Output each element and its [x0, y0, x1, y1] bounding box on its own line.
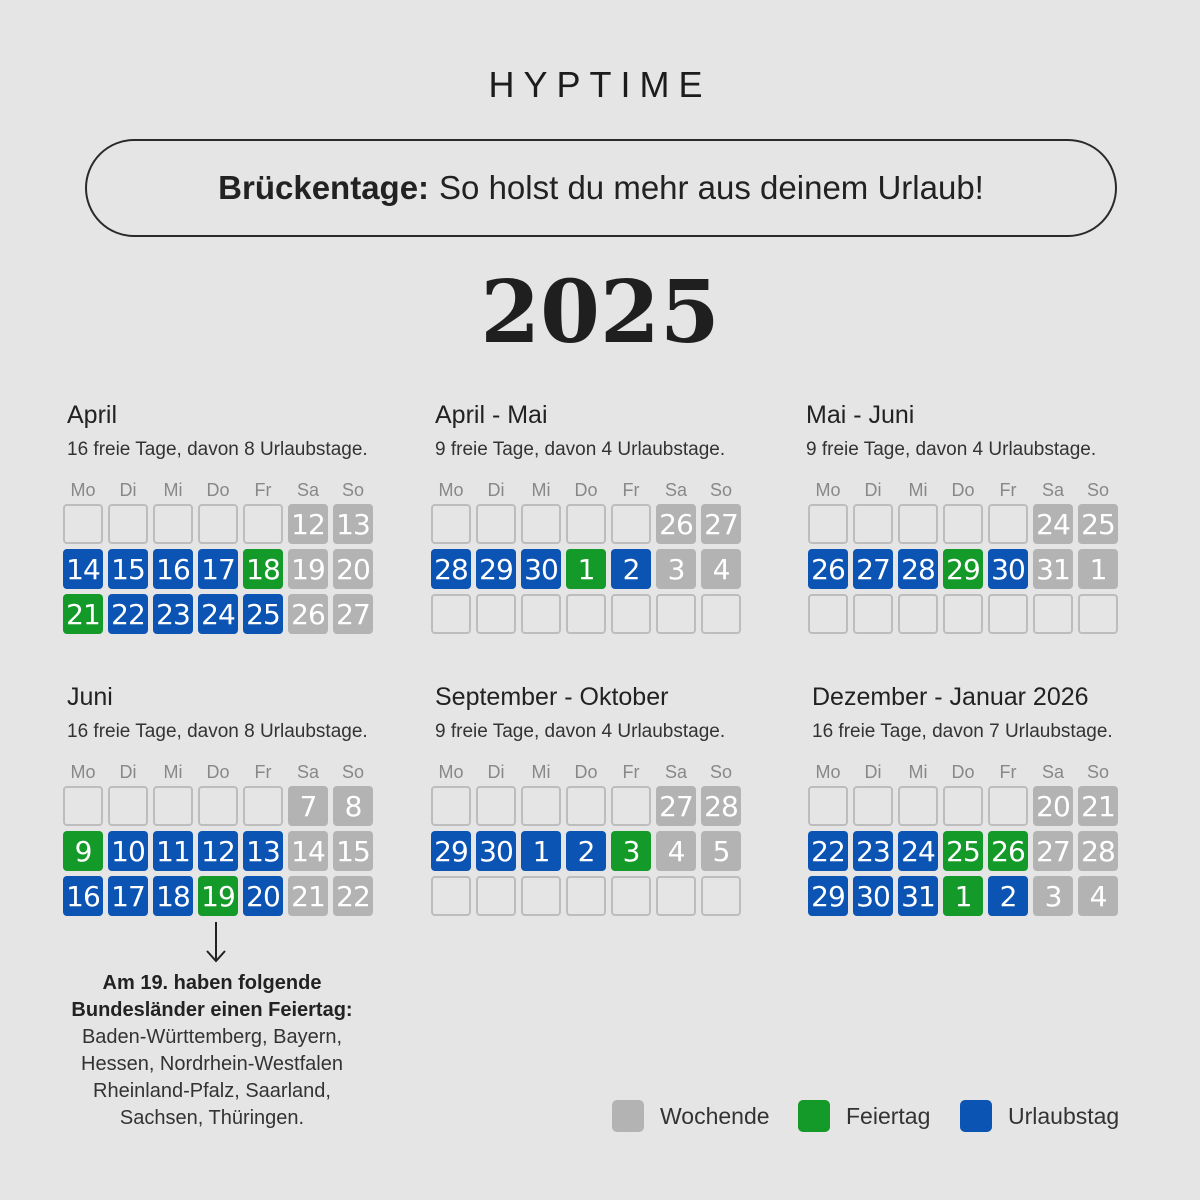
- vacation-day-cell: 18: [153, 876, 193, 916]
- weekday-label: Mi: [908, 762, 928, 782]
- empty-day-cell: [566, 786, 606, 826]
- vacation-day-cell: 28: [898, 549, 938, 589]
- legend-label-holiday: Feiertag: [846, 1102, 931, 1129]
- weekday-label: Fr: [999, 762, 1017, 782]
- holiday-day-cell: 21: [63, 594, 103, 634]
- weekday-label: Sa: [664, 762, 688, 782]
- vacation-day-cell: 29: [431, 831, 471, 871]
- weekend-day-cell: 27: [701, 504, 741, 544]
- empty-day-cell: [566, 876, 606, 916]
- block-subtitle: 9 freie Tage, davon 4 Urlaubstage.: [435, 439, 726, 460]
- block-title: April: [67, 401, 118, 429]
- block-title: Mai - Juni: [806, 401, 915, 429]
- weekday-label: Di: [119, 762, 137, 782]
- headline-bold: Brückentage:: [218, 169, 430, 206]
- weekday-label: Mi: [531, 480, 551, 500]
- empty-day-cell: [808, 786, 848, 826]
- weekend-day-cell: 27: [1033, 831, 1073, 871]
- weekday-header: [63, 762, 383, 784]
- empty-day-cell: [853, 504, 893, 544]
- note-line: Hessen, Nordrhein-Westfalen: [81, 1053, 343, 1075]
- empty-day-cell: [898, 504, 938, 544]
- weekday-label: Do: [951, 480, 975, 500]
- note-bold-line: Am 19. haben folgende: [102, 972, 322, 994]
- holiday-day-cell: 9: [63, 831, 103, 871]
- empty-day-cell: [566, 504, 606, 544]
- weekend-day-cell: 26: [288, 594, 328, 634]
- empty-day-cell: [611, 594, 651, 634]
- vacation-day-cell: 11: [153, 831, 193, 871]
- headline-text: So holst du mehr aus deinem Urlaub!: [439, 169, 984, 206]
- day-grid: [63, 786, 383, 926]
- weekday-label: Mo: [438, 762, 464, 782]
- vacation-day-cell: 23: [153, 594, 193, 634]
- weekend-day-cell: 1: [1078, 549, 1118, 589]
- vacation-day-cell: 15: [108, 549, 148, 589]
- holiday-day-cell: 26: [988, 831, 1028, 871]
- vacation-day-cell: 16: [63, 876, 103, 916]
- weekend-day-cell: 14: [288, 831, 328, 871]
- block-subtitle: 16 freie Tage, davon 8 Urlaubstage.: [67, 721, 368, 742]
- empty-day-cell: [1033, 594, 1073, 634]
- empty-day-cell: [198, 786, 238, 826]
- empty-day-cell: [1078, 594, 1118, 634]
- weekday-label: So: [709, 480, 733, 500]
- weekend-day-cell: 8: [333, 786, 373, 826]
- vacation-day-cell: 30: [476, 831, 516, 871]
- weekend-day-cell: 15: [333, 831, 373, 871]
- empty-day-cell: [988, 504, 1028, 544]
- vacation-day-cell: 17: [198, 549, 238, 589]
- brand-logo: HYPTIME: [488, 64, 712, 105]
- holiday-day-cell: 1: [943, 876, 983, 916]
- empty-day-cell: [476, 786, 516, 826]
- empty-day-cell: [108, 786, 148, 826]
- block-subtitle: 9 freie Tage, davon 4 Urlaubstage.: [806, 439, 1097, 460]
- day-grid: [431, 504, 751, 644]
- headline-banner: [85, 139, 1117, 237]
- empty-day-cell: [808, 504, 848, 544]
- calendar-block: [808, 400, 1128, 644]
- vacation-day-cell: 14: [63, 549, 103, 589]
- vacation-day-cell: 1: [521, 831, 561, 871]
- calendar-block: [808, 682, 1128, 926]
- year-heading: 2025: [480, 262, 720, 363]
- weekday-label: Sa: [296, 762, 320, 782]
- empty-day-cell: [701, 876, 741, 916]
- weekend-day-cell: 5: [701, 831, 741, 871]
- empty-day-cell: [476, 504, 516, 544]
- weekday-label: Sa: [1041, 762, 1065, 782]
- weekday-label: So: [1086, 480, 1110, 500]
- empty-day-cell: [63, 504, 103, 544]
- empty-day-cell: [808, 594, 848, 634]
- vacation-day-cell: 30: [521, 549, 561, 589]
- vacation-day-cell: 13: [243, 831, 283, 871]
- weekday-header: [808, 480, 1128, 502]
- weekday-header: [431, 480, 751, 502]
- vacation-day-cell: 20: [243, 876, 283, 916]
- day-grid: [63, 504, 383, 644]
- holiday-day-cell: 19: [198, 876, 238, 916]
- vacation-day-cell: 17: [108, 876, 148, 916]
- weekday-label: Fr: [622, 480, 640, 500]
- empty-day-cell: [476, 594, 516, 634]
- weekday-label: Mi: [163, 762, 183, 782]
- empty-day-cell: [431, 786, 471, 826]
- weekend-day-cell: 28: [1078, 831, 1118, 871]
- empty-day-cell: [898, 594, 938, 634]
- empty-day-cell: [701, 594, 741, 634]
- empty-day-cell: [853, 594, 893, 634]
- weekday-label: Fr: [254, 480, 272, 500]
- empty-day-cell: [153, 504, 193, 544]
- weekday-label: Di: [864, 762, 882, 782]
- vacation-day-cell: 28: [431, 549, 471, 589]
- block-subtitle: 16 freie Tage, davon 8 Urlaubstage.: [67, 439, 368, 460]
- weekday-header: [63, 480, 383, 502]
- weekend-day-cell: 13: [333, 504, 373, 544]
- vacation-day-cell: 29: [808, 876, 848, 916]
- weekend-day-cell: 19: [288, 549, 328, 589]
- empty-day-cell: [153, 786, 193, 826]
- calendar-block: [63, 682, 383, 926]
- day-grid: [808, 786, 1128, 926]
- weekday-label: So: [709, 762, 733, 782]
- legend-item-weekend: [612, 1100, 770, 1132]
- calendar-block: [63, 400, 383, 644]
- empty-day-cell: [476, 876, 516, 916]
- note-line: Sachsen, Thüringen.: [119, 1107, 305, 1129]
- weekend-day-cell: 4: [1078, 876, 1118, 916]
- weekday-label: Fr: [999, 480, 1017, 500]
- empty-day-cell: [431, 876, 471, 916]
- empty-day-cell: [63, 786, 103, 826]
- weekday-label: Mo: [815, 762, 841, 782]
- empty-day-cell: [898, 786, 938, 826]
- vacation-day-cell: 16: [153, 549, 193, 589]
- vacation-day-cell: 27: [853, 549, 893, 589]
- weekend-day-cell: 20: [1033, 786, 1073, 826]
- weekday-label: Mi: [531, 762, 551, 782]
- day-grid: [808, 504, 1128, 644]
- empty-day-cell: [198, 504, 238, 544]
- empty-day-cell: [431, 594, 471, 634]
- vacation-day-cell: 22: [808, 831, 848, 871]
- block-subtitle: 16 freie Tage, davon 7 Urlaubstage.: [812, 721, 1113, 742]
- weekday-label: Mi: [908, 480, 928, 500]
- legend: [0, 1100, 1200, 1134]
- empty-day-cell: [521, 594, 561, 634]
- empty-day-cell: [243, 504, 283, 544]
- legend-swatch-vacation: [960, 1100, 992, 1132]
- vacation-day-cell: 22: [108, 594, 148, 634]
- empty-day-cell: [988, 594, 1028, 634]
- weekday-label: Sa: [664, 480, 688, 500]
- empty-day-cell: [943, 504, 983, 544]
- weekend-day-cell: 31: [1033, 549, 1073, 589]
- vacation-day-cell: 24: [898, 831, 938, 871]
- vacation-day-cell: 26: [808, 549, 848, 589]
- note-bold-line: Bundesländer einen Feiertag:: [71, 999, 353, 1021]
- empty-day-cell: [611, 786, 651, 826]
- empty-day-cell: [566, 594, 606, 634]
- weekend-day-cell: 27: [656, 786, 696, 826]
- holiday-day-cell: 3: [611, 831, 651, 871]
- weekday-label: Di: [864, 480, 882, 500]
- vacation-day-cell: 30: [988, 549, 1028, 589]
- weekend-day-cell: 28: [701, 786, 741, 826]
- block-title: April - Mai: [435, 401, 548, 429]
- legend-item-vacation: [960, 1100, 1119, 1132]
- weekday-label: Do: [951, 762, 975, 782]
- calendar-block: [431, 400, 751, 644]
- weekday-label: Sa: [1041, 480, 1065, 500]
- weekend-day-cell: 26: [656, 504, 696, 544]
- weekday-label: So: [341, 762, 365, 782]
- weekend-day-cell: 4: [701, 549, 741, 589]
- empty-day-cell: [611, 504, 651, 544]
- block-subtitle: 9 freie Tage, davon 4 Urlaubstage.: [435, 721, 726, 742]
- weekday-label: Fr: [254, 762, 272, 782]
- weekday-label: Do: [574, 480, 598, 500]
- note-line: Rheinland-Pfalz, Saarland,: [93, 1080, 331, 1102]
- empty-day-cell: [943, 786, 983, 826]
- vacation-day-cell: 12: [198, 831, 238, 871]
- holiday-day-cell: 29: [943, 549, 983, 589]
- empty-day-cell: [521, 876, 561, 916]
- weekday-label: Mi: [163, 480, 183, 500]
- vacation-day-cell: 30: [853, 876, 893, 916]
- legend-swatch-holiday: [798, 1100, 830, 1132]
- weekday-label: Mo: [70, 762, 96, 782]
- weekday-label: Di: [487, 480, 505, 500]
- empty-day-cell: [656, 594, 696, 634]
- block-title: Juni: [67, 683, 113, 711]
- weekday-label: Mo: [438, 480, 464, 500]
- weekday-label: Fr: [622, 762, 640, 782]
- weekday-header: [431, 762, 751, 784]
- legend-label-weekend: Wochende: [660, 1102, 770, 1129]
- weekday-label: Mo: [70, 480, 96, 500]
- vacation-day-cell: 25: [243, 594, 283, 634]
- empty-day-cell: [108, 504, 148, 544]
- legend-swatch-weekend: [612, 1100, 644, 1132]
- holiday-day-cell: 25: [943, 831, 983, 871]
- empty-day-cell: [521, 504, 561, 544]
- weekday-label: Sa: [296, 480, 320, 500]
- weekend-day-cell: 25: [1078, 504, 1118, 544]
- empty-day-cell: [943, 594, 983, 634]
- weekend-day-cell: 27: [333, 594, 373, 634]
- weekday-label: Di: [119, 480, 137, 500]
- weekend-day-cell: 3: [1033, 876, 1073, 916]
- logo-y-letter: Y: [523, 64, 557, 105]
- vacation-day-cell: 24: [198, 594, 238, 634]
- weekday-label: So: [341, 480, 365, 500]
- empty-day-cell: [988, 786, 1028, 826]
- note-line: Baden-Württemberg, Bayern,: [81, 1026, 343, 1048]
- vacation-day-cell: 31: [898, 876, 938, 916]
- weekend-day-cell: 22: [333, 876, 373, 916]
- weekday-label: Di: [487, 762, 505, 782]
- legend-item-holiday: [798, 1100, 930, 1132]
- weekend-day-cell: 12: [288, 504, 328, 544]
- weekday-label: So: [1086, 762, 1110, 782]
- weekday-label: Do: [206, 762, 230, 782]
- weekend-day-cell: 3: [656, 549, 696, 589]
- weekend-day-cell: 21: [1078, 786, 1118, 826]
- day-grid: [431, 786, 751, 926]
- empty-day-cell: [656, 876, 696, 916]
- empty-day-cell: [431, 504, 471, 544]
- weekday-label: Do: [206, 480, 230, 500]
- holiday-day-cell: 18: [243, 549, 283, 589]
- vacation-day-cell: 2: [566, 831, 606, 871]
- weekend-day-cell: 21: [288, 876, 328, 916]
- block-title: September - Oktober: [435, 683, 669, 711]
- holiday-day-cell: 1: [566, 549, 606, 589]
- empty-day-cell: [853, 786, 893, 826]
- calendar-block: [431, 682, 751, 926]
- weekend-day-cell: 4: [656, 831, 696, 871]
- vacation-day-cell: 2: [988, 876, 1028, 916]
- block-title: Dezember - Januar 2026: [812, 683, 1089, 711]
- weekday-label: Do: [574, 762, 598, 782]
- vacation-day-cell: 2: [611, 549, 651, 589]
- vacation-day-cell: 10: [108, 831, 148, 871]
- weekend-day-cell: 24: [1033, 504, 1073, 544]
- legend-label-vacation: Urlaubstag: [1008, 1102, 1120, 1129]
- weekday-header: [808, 762, 1128, 784]
- empty-day-cell: [243, 786, 283, 826]
- vacation-day-cell: 29: [476, 549, 516, 589]
- weekend-day-cell: 20: [333, 549, 373, 589]
- arrow-down-icon: [204, 920, 228, 964]
- weekday-label: Mo: [815, 480, 841, 500]
- empty-day-cell: [521, 786, 561, 826]
- weekend-day-cell: 7: [288, 786, 328, 826]
- empty-day-cell: [611, 876, 651, 916]
- vacation-day-cell: 23: [853, 831, 893, 871]
